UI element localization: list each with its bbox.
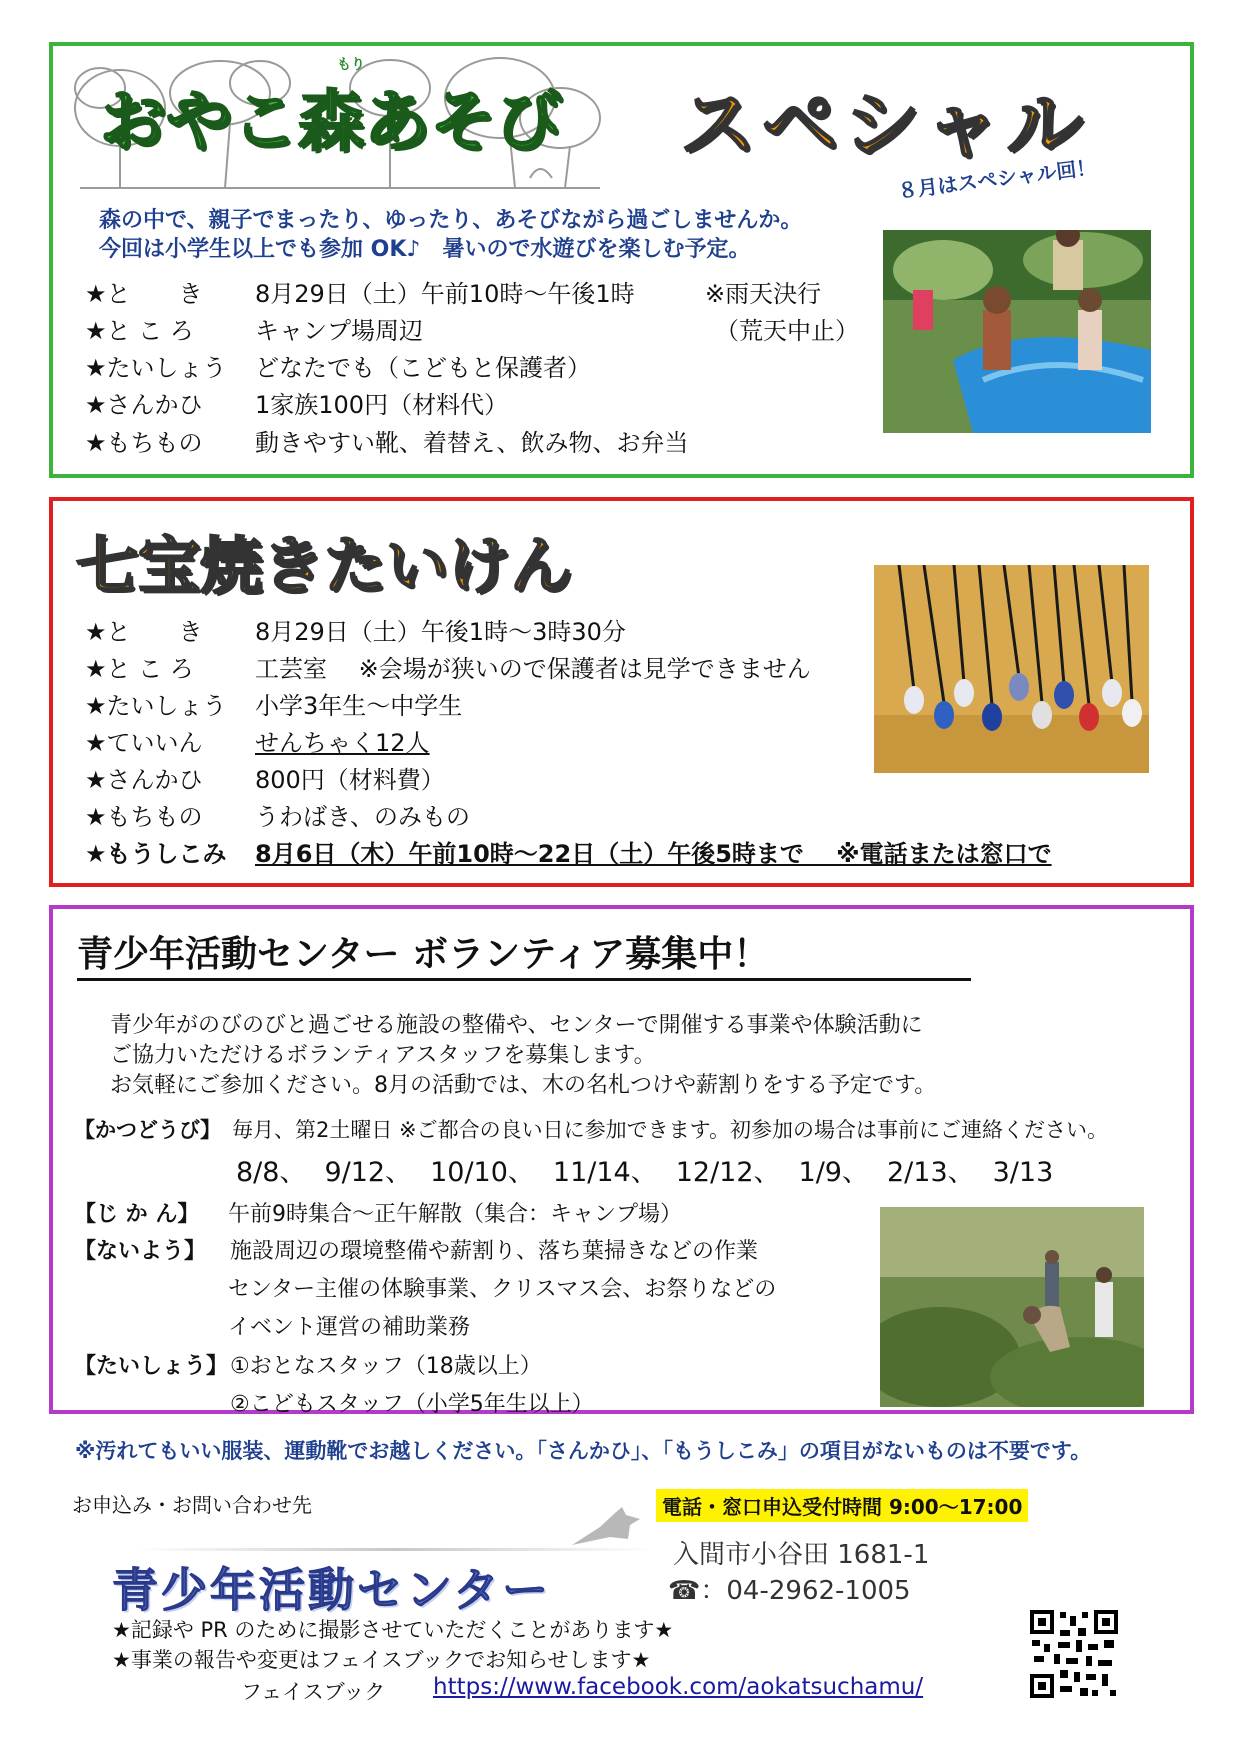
forest-note-rain: ※雨天決行 bbox=[705, 280, 822, 308]
volunteer-title-underline bbox=[77, 978, 971, 981]
row-label: ★と こ ろ bbox=[85, 655, 194, 683]
time-value: 午前9時集合～正午解散（集合：キャンプ場） bbox=[228, 1202, 682, 1227]
hours-badge: 電話・窓口申込受付時間 9:00～17:00 bbox=[656, 1489, 1028, 1522]
time-label: 【じ か ん】 bbox=[74, 1202, 200, 1227]
shippo-row-time bbox=[85, 617, 626, 647]
shippo-row-fee bbox=[85, 765, 445, 795]
row-value: 8月29日（土）午前10時～午後1時 bbox=[255, 280, 635, 308]
row-value: キャンプ場周辺 bbox=[255, 317, 423, 345]
volunteers-woods-photo bbox=[880, 1207, 1144, 1407]
row-label: ★と こ ろ bbox=[85, 317, 194, 345]
qr-code-icon[interactable] bbox=[1030, 1610, 1118, 1698]
forest-row-target bbox=[85, 353, 591, 383]
row-label: ★もちもの bbox=[85, 803, 203, 831]
row-label: ★もちもの bbox=[85, 429, 203, 457]
phone-number: 04-2962-1005 bbox=[726, 1576, 911, 1606]
facebook-label: フェイスブック bbox=[241, 1680, 386, 1704]
address: 入間市小谷田 1681-1 bbox=[673, 1540, 930, 1570]
row-value: どなたでも（こどもと保護者） bbox=[255, 354, 591, 382]
forest-title: おやこ森あそび bbox=[100, 83, 562, 160]
volunteer-title: 青少年活動センター ボランティア募集中！ bbox=[77, 934, 770, 975]
phone-row bbox=[668, 1570, 911, 1607]
row-label: ★たいしょう bbox=[85, 692, 227, 720]
row-label: ★ていいん bbox=[85, 729, 203, 757]
kids-water-play-photo bbox=[883, 230, 1151, 433]
shippo-title: 七宝焼きたいけん bbox=[76, 529, 573, 602]
row-value: 8月29日（土）午後1時～3時30分 bbox=[255, 618, 626, 646]
shippo-row-apply bbox=[85, 839, 1052, 869]
row-value: 800円（材料費） bbox=[255, 766, 445, 794]
forest-row-time bbox=[85, 279, 635, 309]
activity-days-label: 【かつどうび】 bbox=[74, 1118, 221, 1142]
row-value: 1家族100円（材料代） bbox=[255, 391, 509, 419]
date-item: 12/12、 bbox=[675, 1157, 781, 1188]
target-label: 【たいしょう】 bbox=[74, 1354, 229, 1379]
shippo-row-capacity bbox=[85, 728, 430, 758]
row-value: 小学3年生～中学生 bbox=[255, 692, 463, 720]
row-value: 工芸室 ※会場が狭いので保護者は見学できません bbox=[255, 655, 811, 683]
content-line-1: 施設周辺の環境整備や薪割り、落ち葉掃きなどの作業 bbox=[230, 1239, 759, 1264]
facebook-link[interactable]: https://www.facebook.com/aokatsuchamu/ bbox=[433, 1674, 924, 1700]
date-item: 8/8、 bbox=[236, 1157, 307, 1188]
row-label: ★と き bbox=[85, 618, 203, 646]
special-note: ８月はスペシャル回！ bbox=[896, 154, 1098, 204]
row-label: ★さんかひ bbox=[85, 391, 203, 419]
activity-days-value: 毎月、第2土曜日 ※ご都合の良い日に参加できます。初参加の場合は事前にご連絡ください。 bbox=[232, 1118, 1108, 1142]
row-value: せんちゃく12人 bbox=[255, 729, 430, 757]
date-item: 11/14、 bbox=[552, 1157, 658, 1188]
row-label: ★さんかひ bbox=[85, 766, 203, 794]
date-item: 10/10、 bbox=[430, 1157, 535, 1188]
date-item: 2/13、 bbox=[886, 1157, 975, 1188]
date-item: 9/12、 bbox=[324, 1157, 413, 1188]
enamel-pendants-photo bbox=[874, 565, 1149, 773]
row-label: ★もうしこみ bbox=[85, 840, 227, 868]
volunteer-intro-2: ご協力いただけるボランティアスタッフを募集します。 bbox=[110, 1043, 656, 1068]
shippo-row-place bbox=[85, 654, 811, 684]
row-value: うわばき、のみもの bbox=[255, 803, 471, 831]
forest-row-fee bbox=[85, 390, 508, 420]
target-line-1: ①おとなスタッフ（18歳以上） bbox=[230, 1354, 542, 1379]
volunteer-intro-1: 青少年がのびのびと過ごせる施設の整備や、センターで開催する事業や体験活動に bbox=[110, 1013, 923, 1038]
row-value: 動きやすい靴、着替え、飲み物、お弁当 bbox=[255, 429, 689, 457]
forest-intro-1: 森の中で、親子でまったり、ゆったり、あそびながら過ごしませんか。 bbox=[99, 208, 803, 233]
row-label: ★たいしょう bbox=[85, 354, 227, 382]
content-line-3: イベント運営の補助業務 bbox=[228, 1315, 471, 1340]
row-value: 8月6日（木）午前10時～22日（土）午後5時まで ※電話または窓口で bbox=[255, 840, 1052, 868]
org-name-logo: 青少年活動センター bbox=[112, 1563, 552, 1617]
shippo-row-items bbox=[85, 802, 470, 832]
special-title: スペシャル bbox=[680, 80, 1089, 169]
date-item: 1/9、 bbox=[798, 1157, 869, 1188]
footer-line-facebook: ★事業の報告や変更はフェイスブックでお知らせします★ bbox=[112, 1648, 651, 1672]
contact-label: お申込み・お問い合わせ先 bbox=[72, 1493, 312, 1517]
content-line-2: センター主催の体験事業、クリスマス会、お祭りなどの bbox=[228, 1277, 777, 1302]
bird-logo-icon bbox=[570, 1505, 650, 1550]
volunteer-intro-3: お気軽にご参加ください。8月の活動では、木の名札つけや薪割りをする予定です。 bbox=[110, 1073, 937, 1098]
footer-line-photo: ★記録や PR のために撮影させていただくことがあります★ bbox=[112, 1618, 674, 1642]
activity-dates bbox=[236, 1150, 1053, 1189]
forest-title-ruby: もり bbox=[337, 57, 365, 73]
forest-note-storm: （荒天中止） bbox=[715, 317, 859, 345]
target-line-2: ②こどもスタッフ（小学5年生以上） bbox=[230, 1392, 594, 1417]
footer-notice: ※汚れてもいい服装、運動靴でお越しください。「さんかひ」、「もうしこみ」の項目がないものは不要です。 bbox=[75, 1439, 1092, 1463]
telephone-icon: ☎︎： bbox=[668, 1576, 727, 1606]
forest-intro-2: 今回は小学生以上でも参加 OK♪ 暑いので水遊びを楽しむ予定。 bbox=[99, 237, 751, 262]
forest-row-items bbox=[85, 428, 688, 458]
content-label: 【ないよう】 bbox=[74, 1239, 207, 1264]
date-item: 3/13 bbox=[992, 1157, 1054, 1188]
row-label: ★と き bbox=[85, 280, 203, 308]
shippo-row-target bbox=[85, 691, 462, 721]
forest-row-place bbox=[85, 316, 423, 346]
